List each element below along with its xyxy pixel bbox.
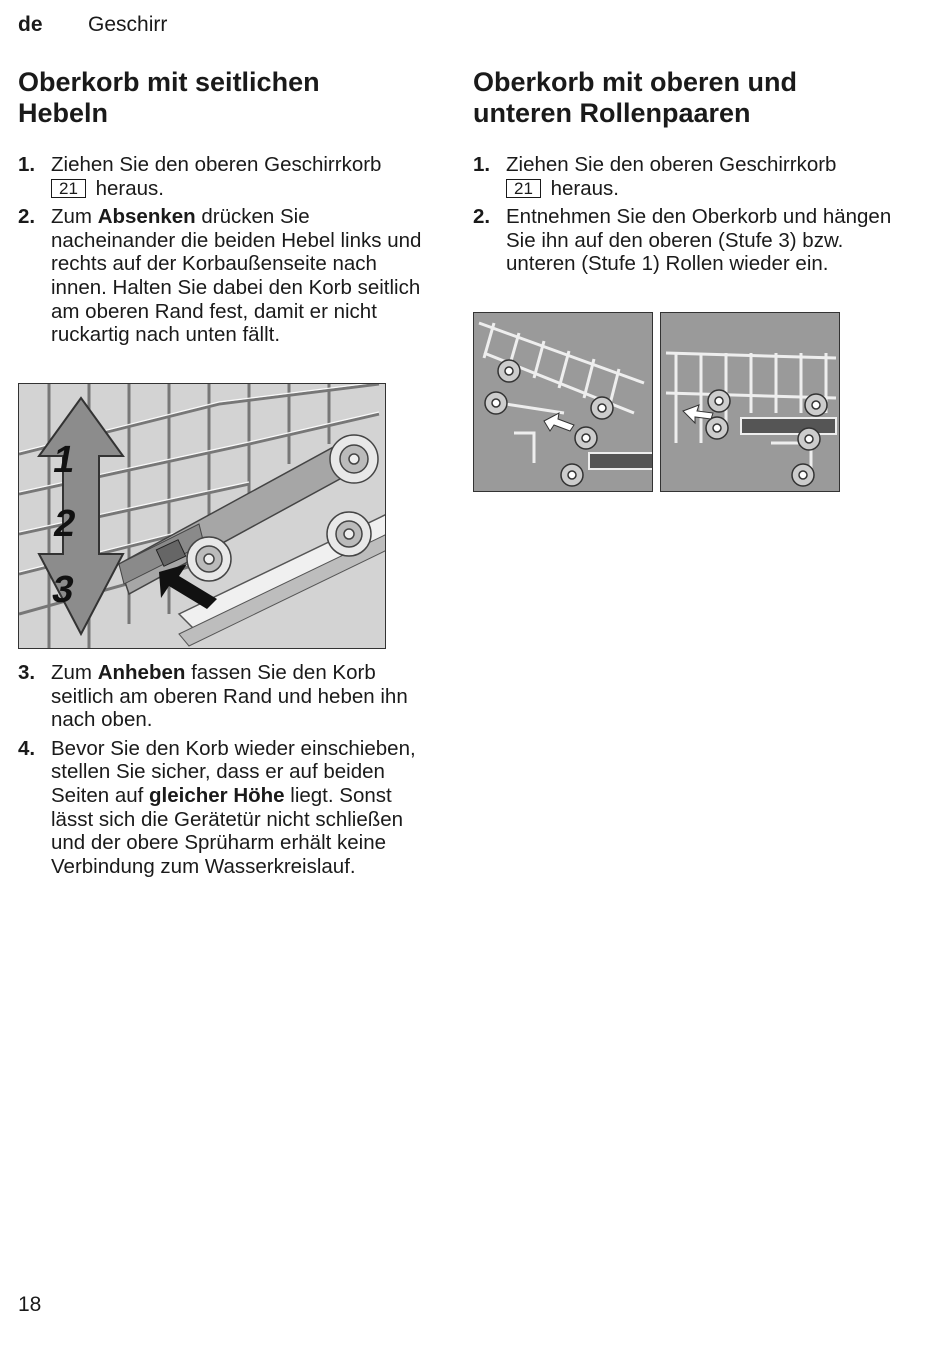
- list-item: 2. Zum Absenken drücken Sie nacheinander die beiden Hebel links und rechts auf der Korbaußenseite nach innen. Halten Sie dabei den Korb seitlich am oberen Rand fest, damit er nicht ruckartig nach unten fällt.: [18, 205, 422, 347]
- level-label-2: 2: [50, 502, 80, 545]
- page-number: 18: [18, 1293, 42, 1316]
- roller-figure-level: [660, 312, 840, 492]
- reference-number: 21: [506, 179, 541, 198]
- page-header: [18, 13, 168, 37]
- lever-figure: [18, 383, 386, 649]
- section-title: Geschirr: [88, 13, 168, 36]
- left-heading: Oberkorb mit seitlichen Hebeln: [18, 67, 320, 128]
- language-code: de: [18, 13, 43, 36]
- left-steps-top: [18, 153, 438, 352]
- right-steps: [473, 153, 893, 281]
- list-item: 2. Entnehmen Sie den Oberkorb und hängen Sie ihn auf den oberen (Stufe 3) bzw. unteren (Stufe 1) Rollen wieder ein.: [473, 205, 892, 276]
- direction-arrow-icon: [544, 413, 574, 431]
- level-label-3: 3: [48, 568, 78, 611]
- right-heading: Oberkorb mit oberen und unteren Rollenpaaren: [473, 67, 798, 128]
- list-item: 1. Ziehen Sie den oberen Geschirrkorb 21 heraus.: [473, 153, 837, 200]
- left-steps-bottom: [18, 661, 438, 883]
- level-label-1: 1: [49, 438, 79, 481]
- list-item: 3. Zum Anheben fassen Sie den Korb seitlich am oberen Rand und heben ihn nach oben.: [18, 661, 408, 732]
- reference-number: 21: [51, 179, 86, 198]
- roller-figure-tilted: [473, 312, 653, 492]
- list-item: 4. Bevor Sie den Korb wieder einschieben, stellen Sie sicher, dass er auf beiden Seiten auf gleicher Höhe liegt. Sonst lässt sich die Gerätetür nicht schließen und der obere Sprüharm erhält keine Verbindung zum Wasserkreislauf.: [18, 736, 416, 878]
- lever-illustration: [19, 384, 386, 649]
- list-item: 1. Ziehen Sie den oberen Geschirrkorb 21 heraus.: [18, 153, 382, 200]
